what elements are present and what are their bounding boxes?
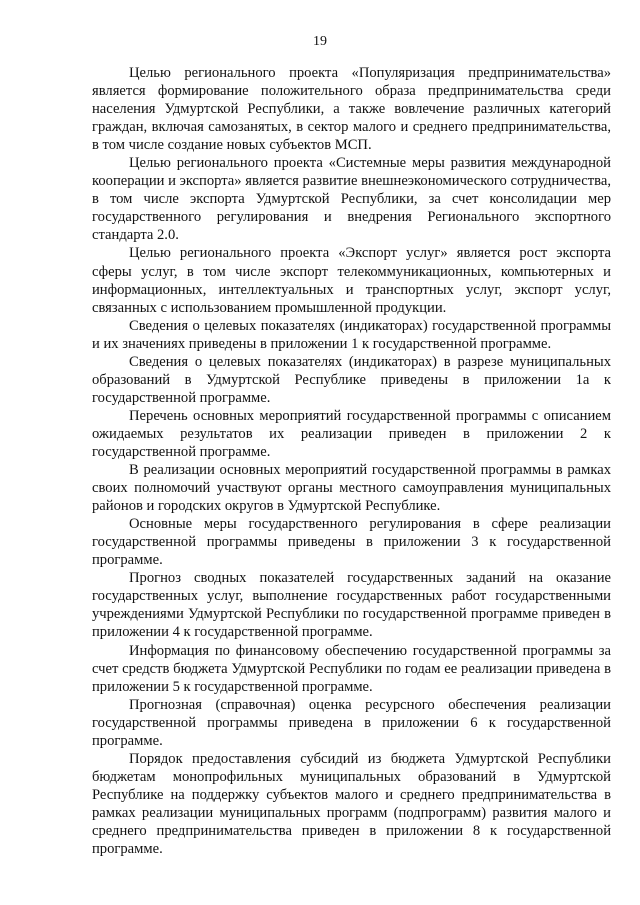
page-number: 19 (313, 34, 327, 49)
paragraph-municipal-indicators: Сведения о целевых показателях (индикаторах) в разрезе муниципальных образований в Удмуртской Республике приведены в приложении 1а к государственной программе. (92, 353, 611, 406)
paragraph-target-indicators: Сведения о целевых показателях (индикаторах) государственной программы и их значениях приведены в приложении 1 к государственной программе. (92, 317, 611, 352)
paragraph-project-popularization: Целью регионального проекта «Популяризация предпринимательства» является формирование положительного образа предпринимательства среди населения Удмуртской Республики, а также вовлечение различных категорий граждан, включая самозанятых, в сектор малого и среднего предпринимательства, в том числе создание новых субъектов МСП. (92, 65, 611, 154)
paragraph-regulation-measures: Основные меры государственного регулирования в сфере реализации государственной программы приведены в приложении 3 к государственной программе. (92, 516, 611, 569)
paragraph-resource-estimate: Прогнозная (справочная) оценка ресурсного обеспечения реализации государственной программы приведена в приложении 6 к государственной программе. (92, 696, 611, 749)
paragraph-state-assignments-forecast: Прогноз сводных показателей государственных заданий на оказание государственных услуг, выполнение государственных работ государственными учреждениями Удмуртской Республики по государственной программе приведен в приложении 4 к государственной программе. (92, 570, 611, 641)
paragraph-local-government-participation: В реализации основных мероприятий государственной программы в рамках своих полномочий участвуют органы местного самоуправления муниципальных районов и городских округов в Удмуртской Республике. (92, 462, 611, 515)
paragraph-project-export-services: Целью регионального проекта «Экспорт услуг» является рост экспорта сферы услуг, в том числе экспорт телекоммуникационных, компьютерных и информационных, интеллектуальных и транспортных услуг, экспорт услуг, связанных с использованием промышленной продукции. (92, 245, 611, 316)
paragraph-financial-support: Информация по финансовому обеспечению государственной программы за счет средств бюджета Удмуртской Республики по годам ее реализации приведена в приложении 5 к государственной программе. (92, 642, 611, 695)
body-text (92, 64, 611, 858)
paragraph-main-activities-list: Перечень основных мероприятий государственной программы с описанием ожидаемых результатов их реализации приведен в приложении 2 к государственной программе. (92, 407, 611, 460)
paragraph-project-export-cooperation: Целью регионального проекта «Системные меры развития международной кооперации и экспорта» является развитие внешнеэкономического сотрудничества, в том числе экспорта Удмуртской Республики, за счет консолидации мер государственного регулирования и внедрения Регионального экспортного стандарта 2.0. (92, 155, 611, 244)
paragraph-subsidies-procedure: Порядок предоставления субсидий из бюджета Удмуртской Республики бюджетам монопрофильных муниципальных образований в Удмуртской Республике на поддержку субъектов малого и среднего предпринимательства в рамках реализации муниципальных программ (подпрограмм) развития малого и среднего предпринимательства приведен в приложении 8 к государственной программе. (92, 750, 611, 858)
